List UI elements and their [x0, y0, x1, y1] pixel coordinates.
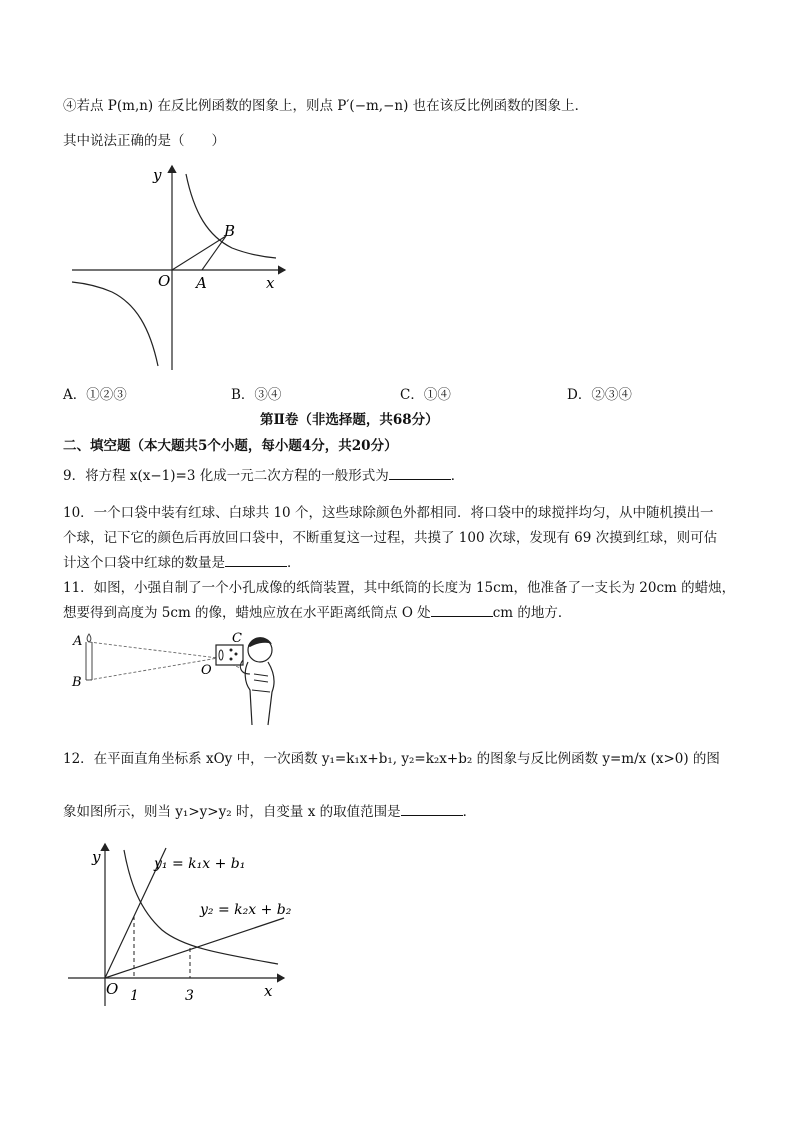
q10-text: 计这个口袋中红球的数量是 — [63, 555, 225, 571]
label-O: O — [106, 980, 119, 998]
label-A: A — [196, 274, 207, 292]
q8-option-b: B．③④ — [231, 387, 282, 403]
hyperbola-branch-1 — [186, 174, 276, 258]
q10-line-1: 10．一个口袋中装有红球、白球共 10 个，这些球除颜色外都相同．将口袋中的球搅拌均匀，从中随机摸出一 — [63, 505, 714, 521]
q11-line-1: 11．如图，小强自制了一个小孔成像的纸筒装置，其中纸筒的长度为 15cm，他准备了一支长为 20cm 的蜡烛， — [63, 580, 736, 596]
ray-bottom — [89, 658, 218, 680]
q11-pinhole-figure — [68, 630, 288, 730]
label-B: B — [224, 222, 236, 240]
q8-prompt: 其中说法正确的是（ ） — [63, 133, 225, 149]
q9-text: 9．将方程 x(x−1)=3 化成一元二次方程的一般形式为 — [63, 468, 389, 484]
q9-answer-blank[interactable] — [389, 466, 451, 480]
line-y2 — [105, 918, 284, 978]
fill-in-section-title: 二、填空题（本大题共5个小题，每小题4分，共20分） — [63, 438, 398, 454]
label-A: A — [73, 634, 83, 649]
label-y: y — [92, 848, 101, 866]
hyperbola-branch-2 — [72, 282, 158, 366]
label-B: B — [72, 675, 82, 690]
segment-OB — [172, 236, 226, 270]
q12-end: ． — [462, 804, 477, 820]
q10-answer-blank[interactable] — [225, 553, 287, 567]
label-x: x — [266, 274, 275, 292]
q10-line-3 — [63, 553, 301, 573]
label-y1: y₁ = k₁x + b₁ — [154, 856, 246, 872]
q11-answer-blank[interactable] — [431, 603, 493, 617]
ray-top — [89, 642, 218, 658]
q9-end: ． — [450, 468, 465, 484]
label-y2: y₂ = k₂x + b₂ — [200, 902, 292, 918]
label-O: O — [158, 272, 171, 290]
q8-option-d: D．②③④ — [567, 387, 632, 403]
label-C: C — [232, 631, 242, 646]
paper-tube — [216, 645, 243, 665]
q8-option-c: C．①④ — [400, 387, 451, 403]
section-2-title: 第Ⅱ卷（非选择题，共68分） — [260, 412, 439, 428]
q10-line-2: 个球，记下它的颜色后再放回口袋中，不断重复这一过程，共摸了 100 次球，发现有 69 次摸到红球，则可估 — [63, 530, 718, 546]
q12-line-1: 12．在平面直角坐标系 xOy 中，一次函数 y₁=k₁x+b₁, y₂=k₂x+b₂ 的图象与反比例函数 y=m/x (x>0) 的图 — [63, 751, 720, 767]
q8-hyperbola-figure — [60, 158, 300, 373]
q12-text: 象如图所示，则当 y₁>y>y₂ 时，自变量 x 的取值范围是 — [63, 804, 401, 820]
q12-line-2 — [63, 802, 476, 822]
q11-text: 想要得到高度为 5cm 的像，蜡烛应放在水平距离纸筒点 O 处 — [63, 605, 431, 621]
tick-1: 1 — [130, 988, 139, 1004]
q8-option-a: A．①②③ — [63, 387, 127, 403]
q12-graph-figure — [62, 838, 297, 1010]
segment-AB — [202, 236, 226, 270]
q8-statement-4: ④若点 P(m,n) 在反比例函数的图象上，则点 P′(−m,−n) 也在该反比例函数的图象上． — [63, 98, 589, 114]
q12-answer-blank[interactable] — [401, 802, 463, 816]
tick-3: 3 — [185, 988, 194, 1004]
label-x: x — [264, 982, 273, 1000]
q11-line-2 — [63, 603, 571, 623]
label-O: O — [201, 663, 212, 678]
question-9 — [63, 466, 464, 486]
q10-end: ． — [287, 555, 301, 571]
label-y: y — [153, 166, 162, 184]
boy-body — [245, 662, 274, 725]
q11-end: cm 的地方． — [492, 605, 572, 621]
